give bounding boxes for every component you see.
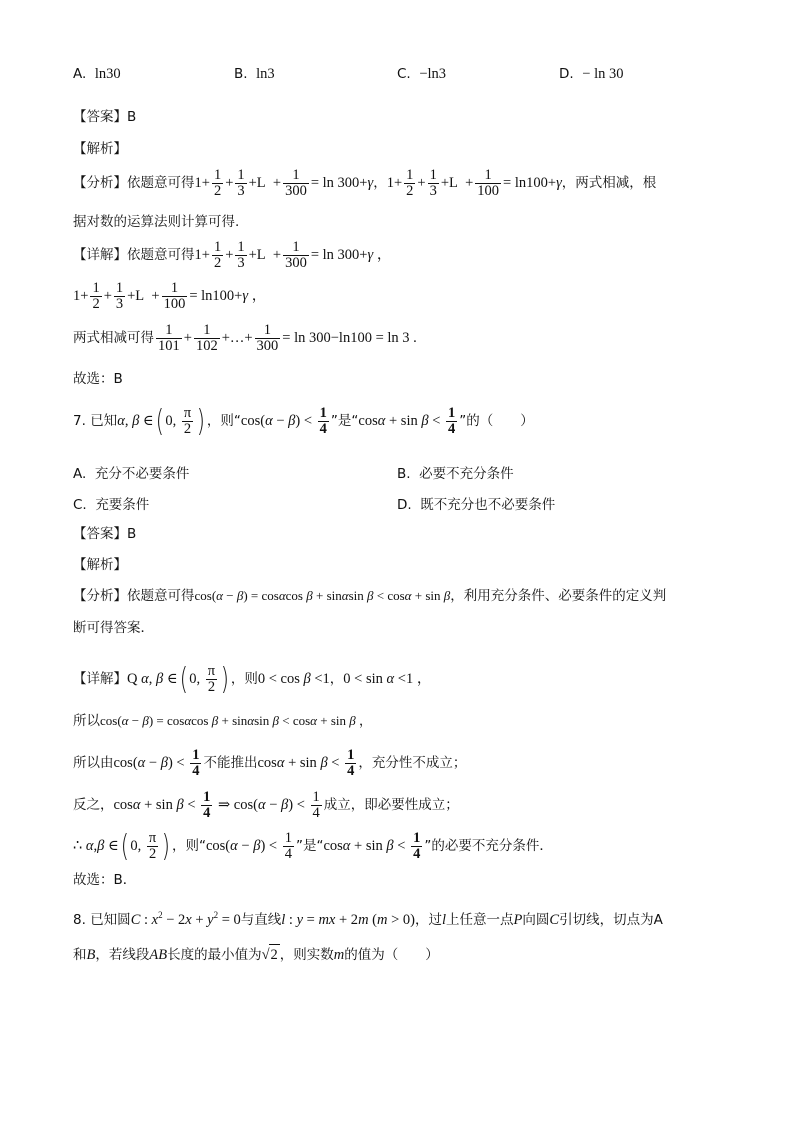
option-letter: A. bbox=[73, 466, 87, 482]
q7-detail-therefore bbox=[73, 828, 553, 864]
converse: 反之， bbox=[73, 796, 114, 813]
var-p: P bbox=[513, 911, 523, 928]
q7-stem bbox=[73, 403, 534, 439]
line2-mid: ，若线段 bbox=[95, 947, 150, 963]
detail-tag: 【详解】 bbox=[73, 246, 127, 263]
so-from: 所以由 bbox=[73, 754, 114, 771]
formula: cos(α − β) = cosαcos β + sinαsin β < cosα + sin β bbox=[194, 588, 451, 603]
formula: l : y = mx + 2m (m > 0) bbox=[281, 911, 416, 928]
q6-analysis-label: 【解析】 bbox=[73, 141, 127, 157]
nec-end: ”的必要不充分条件． bbox=[424, 837, 553, 854]
var-l: l bbox=[442, 911, 447, 928]
option-text: ln3 bbox=[256, 66, 275, 82]
question-number: 7. bbox=[73, 412, 86, 429]
formula: 1+ $\frac{1}{2}$ + $\frac{1}{3}$ +L + $\frac{1}{300}$ = ln 300+γ bbox=[194, 167, 374, 199]
mid: ，过 bbox=[415, 911, 443, 928]
formula: cos(α − β) = cosαcos β + sinαsin β < cosα + sin β ， bbox=[100, 713, 372, 728]
formula: cos(α − β) < $\frac{1}{4}$ bbox=[113, 747, 200, 779]
option-letter: B. bbox=[234, 66, 248, 82]
q6-conclusion: 故选：B bbox=[73, 371, 123, 387]
q8-stem-line2 bbox=[73, 944, 439, 965]
stem-then: ，则“ bbox=[206, 412, 241, 429]
formula: ∴ α,β ∈( 0, $\frac{\pi}{2}$ ) bbox=[73, 828, 171, 864]
is-q: ”是“ bbox=[295, 837, 324, 854]
formula: α, β ∈( 0, $\frac{\pi}{2}$ ) bbox=[117, 403, 206, 439]
detail-tag: 【详解】 bbox=[73, 670, 127, 687]
q6-answer: 【答案】B bbox=[73, 109, 137, 125]
q7-detail-suff bbox=[73, 748, 466, 779]
q7-detail-nec bbox=[73, 790, 459, 821]
formula: 0 < cos β <1 bbox=[257, 670, 330, 687]
q7-detail bbox=[73, 661, 432, 697]
q8-stem bbox=[73, 905, 663, 930]
fenxi-tag: 【分析】 bbox=[73, 588, 127, 604]
fenxi-suffix: ，两式相减，根 bbox=[561, 174, 657, 191]
q6-fenxi bbox=[73, 168, 656, 199]
stem-prefix: 已知圆 bbox=[90, 911, 131, 928]
option-text: ln30 bbox=[94, 66, 121, 82]
then-q: ，则“ bbox=[171, 837, 206, 854]
q7-option-b bbox=[397, 462, 514, 482]
detail-then: ，则 bbox=[230, 670, 258, 687]
var-c: C bbox=[549, 911, 560, 928]
q7-fenxi bbox=[73, 586, 666, 606]
formula: cos(α − β) < $\frac{1}{4}$ bbox=[205, 830, 292, 862]
var-b: B bbox=[86, 947, 96, 963]
question-number: 8. bbox=[73, 911, 86, 928]
tangent-end: 引切线，切点为A bbox=[559, 911, 663, 928]
fenxi-prefix: 依题意可得 bbox=[127, 174, 195, 191]
so-prefix: 所以 bbox=[73, 713, 100, 729]
formula: C : $x^2 - 2x + y^2 = 0$ bbox=[130, 910, 241, 928]
fenxi-tag: 【分析】 bbox=[73, 174, 127, 191]
q6-option-c bbox=[397, 66, 446, 83]
with-line: 与直线 bbox=[240, 911, 282, 928]
option-text: 既不充分也不必要条件 bbox=[420, 497, 556, 513]
option-text: −ln3 bbox=[419, 66, 447, 82]
line2-len: 长度的最小值为 bbox=[167, 947, 262, 963]
q7-option-d bbox=[397, 493, 555, 513]
and: 和 bbox=[73, 947, 87, 963]
q6-detail-eq2 bbox=[73, 281, 266, 312]
stem-prefix: 已知 bbox=[90, 412, 118, 429]
formula: 1+ $\frac{1}{2}$ + $\frac{1}{3}$ +L + $\frac{1}{100}$ = ln100+γ bbox=[386, 167, 562, 199]
option-letter: D. bbox=[397, 497, 412, 513]
var-ab: AB bbox=[149, 947, 168, 963]
q7-option-a bbox=[73, 462, 189, 482]
q7-conclusion: 故选：B． bbox=[73, 872, 137, 888]
option-text: 必要不充分条件 bbox=[419, 466, 514, 482]
q7-fenxi-line2: 断可得答案． bbox=[73, 620, 154, 636]
option-letter: C. bbox=[397, 66, 411, 82]
formula: cosα + sin β < $\frac{1}{4}$ ⇒ cos(α − β) < $\frac{1}{4}$ bbox=[113, 789, 320, 821]
var-m: m bbox=[333, 947, 345, 963]
fenxi-prefix: 依题意可得 bbox=[127, 588, 195, 604]
option-letter: B. bbox=[397, 466, 411, 482]
take-point: 上任意一点 bbox=[446, 911, 514, 928]
q6-fenxi-line2: 据对数的运算法则计算可得. bbox=[73, 214, 240, 230]
q6-option-d bbox=[559, 66, 624, 83]
formula: $\frac{1}{101}$ + $\frac{1}{102}$ +…+ $\frac{1}{300}$ = ln 300−ln100 = ln 3 . bbox=[158, 322, 417, 354]
q6-option-b bbox=[234, 66, 275, 83]
stem-is: ”是“ bbox=[330, 412, 359, 429]
sep: ， bbox=[329, 670, 344, 687]
formula: cosα + sin β < $\frac{1}{4}$ bbox=[323, 830, 421, 862]
option-text: 充分不必要条件 bbox=[94, 466, 190, 482]
formula: √2 bbox=[262, 947, 280, 963]
option-letter: C. bbox=[73, 497, 87, 513]
q7-option-c bbox=[73, 493, 149, 513]
formula: Q α, β ∈( 0, $\frac{\pi}{2}$ ) bbox=[127, 661, 230, 697]
line2-val: 的值为（ ） bbox=[344, 947, 439, 963]
option-letter: D. bbox=[559, 66, 574, 82]
fenxi-suffix: ，利用充分条件、必要条件的定义判 bbox=[450, 588, 667, 604]
option-text: 充要条件 bbox=[95, 497, 150, 513]
option-text: − ln 30 bbox=[582, 66, 624, 82]
formula: 1+ $\frac{1}{2}$ + $\frac{1}{3}$ +L + $\frac{1}{100}$ = ln100+γ ， bbox=[73, 280, 267, 312]
diff-prefix: 两式相减可得 bbox=[73, 329, 154, 346]
stem-end: ”的（ ） bbox=[459, 412, 534, 429]
formula: cosα + sin β < $\frac{1}{4}$ bbox=[358, 405, 456, 437]
formula: 1+ $\frac{1}{2}$ + $\frac{1}{3}$ +L + $\frac{1}{300}$ = ln 300+γ ， bbox=[194, 239, 392, 271]
q7-detail-so bbox=[73, 711, 372, 731]
sep: ， bbox=[373, 174, 387, 191]
line2-end: ，则实数 bbox=[279, 947, 334, 963]
q7-answer: 【答案】B bbox=[73, 526, 137, 542]
draw-tangent: 向圆 bbox=[522, 911, 550, 928]
detail-prefix: 依题意可得 bbox=[127, 246, 195, 263]
q6-detail bbox=[73, 240, 391, 271]
formula: cos(α − β) < $\frac{1}{4}$ bbox=[240, 405, 327, 437]
formula: 0 < sin α <1 ， bbox=[343, 670, 432, 687]
q7-analysis-label: 【解析】 bbox=[73, 557, 127, 573]
formula: cosα + sin β < $\frac{1}{4}$ bbox=[257, 747, 355, 779]
q6-detail-diff bbox=[73, 323, 417, 354]
suff-fail: ，充分性不成立； bbox=[358, 754, 467, 771]
q6-option-a bbox=[73, 66, 121, 83]
option-letter: A. bbox=[73, 66, 87, 82]
cannot: 不能推出 bbox=[203, 754, 258, 771]
holds: 成立，即必要性成立； bbox=[323, 796, 459, 813]
